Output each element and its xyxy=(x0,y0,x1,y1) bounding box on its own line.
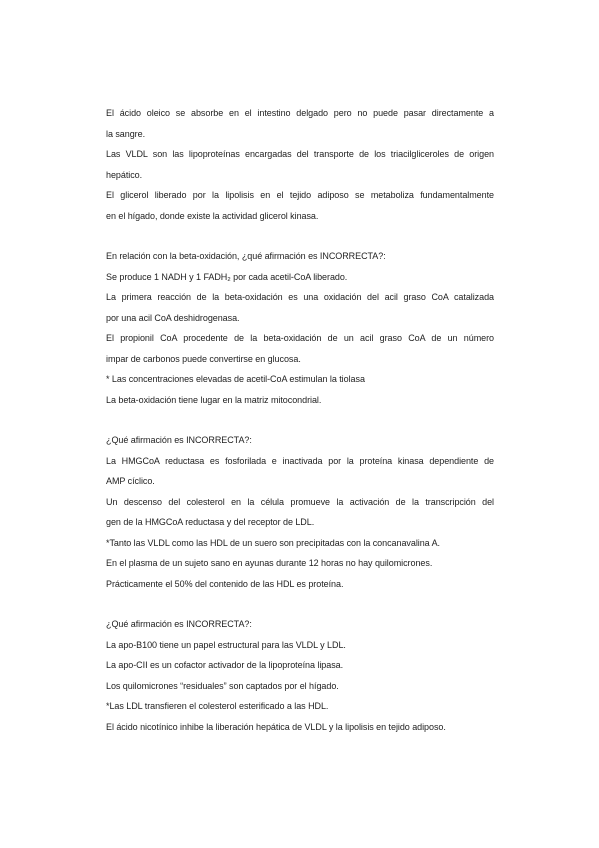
question-block-cholesterol xyxy=(106,430,494,594)
answer-option: El ácido nicotínico inhibe la liberación hepática de VLDL y la lipolisis en tejido adiposo. xyxy=(106,721,446,732)
text-line: en el hígado, donde existe la actividad glicerol kinasa. xyxy=(106,210,319,221)
question-block-lipoproteins xyxy=(106,614,494,737)
text-line: El glicerol liberado por la lipolisis en el tejido adiposo se metaboliza fundamentalmente xyxy=(106,190,494,200)
paragraph-block-lipid-statements xyxy=(106,103,494,226)
answer-option: La apo-B100 tiene un papel estructural para las VLDL y LDL. xyxy=(106,639,346,650)
answer-option: La beta-oxidación tiene lugar en la matriz mitocondrial. xyxy=(106,394,322,405)
answer-option: En el plasma de un sujeto sano en ayunas durante 12 horas no hay quilomicrones. xyxy=(106,558,433,568)
text-line: Las VLDL son las lipoproteínas encargadas del transporte de los triacilgliceroles de origen xyxy=(106,149,494,159)
text-line: hepático. xyxy=(106,169,143,180)
answer-option: El propionil CoA procedente de la beta-oxidación de un acil graso CoA de un número xyxy=(106,333,494,343)
answer-option-marked: *Las LDL transfieren el colesterol esterificado a las HDL. xyxy=(106,701,329,711)
question-heading: ¿Qué afirmación es INCORRECTA?: xyxy=(106,435,252,445)
answer-option-continuation: gen de la HMGCoA reductasa y del receptor de LDL. xyxy=(106,517,315,527)
answer-option-continuation: por una acil CoA deshidrogenasa. xyxy=(106,312,240,323)
document-body xyxy=(106,103,494,737)
paragraph-spacer xyxy=(106,226,494,246)
answer-option: Los quilomicrones “residuales” son captados por el hígado. xyxy=(106,680,339,691)
answer-option-marked: *Tanto las VLDL como las HDL de un suero son precipitadas con la concanavalina A. xyxy=(106,537,440,548)
answer-option-continuation: impar de carbonos puede convertirse en glucosa. xyxy=(106,353,301,364)
answer-option-continuation: AMP cíclico. xyxy=(106,476,155,486)
answer-option: La apo-CII es un cofactor activador de la lipoproteína lipasa. xyxy=(106,660,344,670)
answer-option: La primera reacción de la beta-oxidación es una oxidación del acil graso CoA catalizada xyxy=(106,292,494,302)
text-line: El ácido oleico se absorbe en el intestino delgado pero no puede pasar directamente a xyxy=(106,108,494,118)
answer-option: La HMGCoA reductasa es fosforilada e inactivada por la proteína kinasa dependiente de xyxy=(106,455,494,466)
answer-option: Prácticamente el 50% del contenido de las HDL es proteína. xyxy=(106,578,344,589)
answer-option-marked: * Las concentraciones elevadas de acetil-CoA estimulan la tiolasa xyxy=(106,374,365,384)
question-heading: ¿Qué afirmación es INCORRECTA?: xyxy=(106,619,252,629)
paragraph-spacer xyxy=(106,410,494,430)
answer-option: Un descenso del colesterol en la célula promueve la activación de la transcripción del xyxy=(106,496,494,507)
question-heading: En relación con la beta-oxidación, ¿qué afirmación es INCORRECTA?: xyxy=(106,251,386,261)
paragraph-spacer xyxy=(106,594,494,614)
answer-option: Se produce 1 NADH y 1 FADH₂ por cada acetil-CoA liberado. xyxy=(106,271,348,282)
text-line: la sangre. xyxy=(106,128,146,139)
question-block-beta-oxidation xyxy=(106,246,494,410)
